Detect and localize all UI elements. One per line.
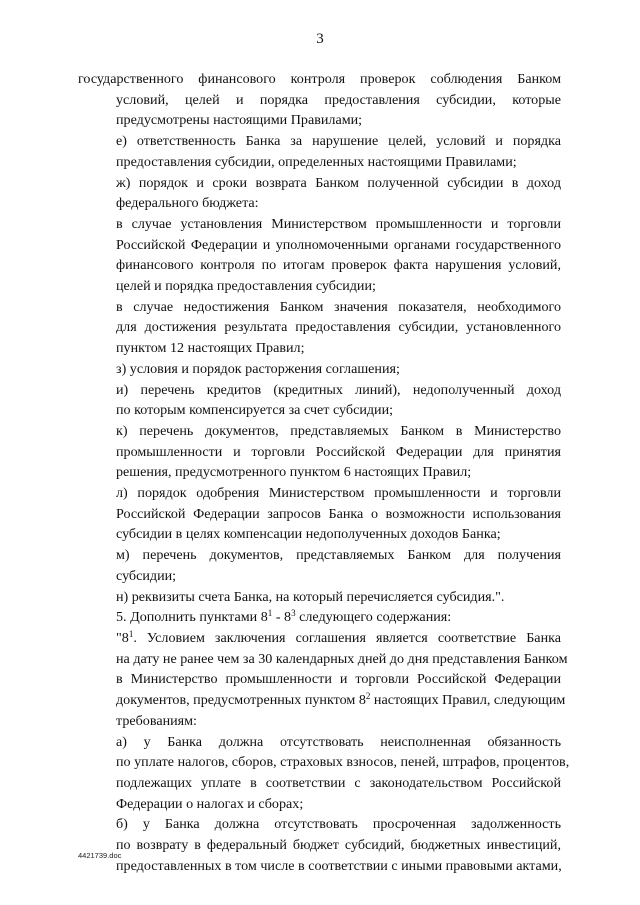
- paragraph: [78, 297, 561, 359]
- paragraph-item-8: [78, 628, 568, 732]
- text-line: з) условия и порядок расторжения соглашения;: [116, 360, 400, 377]
- text-line: предоставления субсидии, определенных настоящими Правилами;: [116, 153, 517, 170]
- paragraph: [78, 131, 561, 172]
- paragraph: [78, 545, 561, 586]
- text-fragment: документов, предусмотренных пунктом 8: [116, 692, 366, 709]
- text-line: б) у Банка должна отсутствовать просроченная задолженность: [116, 816, 561, 833]
- text-line: решения, предусмотренного пунктом 6 настоящих Правил;: [116, 464, 472, 481]
- superscript: 2: [365, 691, 371, 702]
- superscript: 1: [128, 628, 134, 639]
- superscript: 1: [267, 608, 273, 619]
- text-line: и) перечень кредитов (кредитных линий), недополученный доход: [116, 381, 561, 398]
- text-line: по которым компенсируется за счет субсидии;: [116, 402, 394, 419]
- page-number: 3: [316, 31, 324, 47]
- paragraph: [78, 483, 561, 545]
- text-line: Федерации о налогах и сборах;: [116, 795, 304, 812]
- text-fragment: "8: [116, 629, 129, 646]
- text-fragment: - 8: [272, 609, 292, 626]
- text-line: условий, целей и порядка предоставления субсидии, которые: [116, 91, 561, 108]
- paragraph: [78, 587, 561, 608]
- text-fragment: . Условием заключения соглашения является соответствие Банка: [133, 629, 561, 646]
- document-body: [78, 69, 570, 876]
- text-line: требованиям:: [116, 712, 197, 729]
- text-line: в случае недостижения Банком значения показателя, необходимого: [116, 298, 561, 315]
- paragraph: [78, 421, 561, 483]
- text-line: государственного финансового контроля проверок соблюдения Банком: [78, 71, 561, 87]
- text-line: [78, 690, 566, 711]
- text-line: по возврату в федеральный бюджет субсидий, бюджетных инвестиций,: [116, 837, 561, 854]
- footer-filename: 4421739.doc: [78, 851, 122, 860]
- text-line: Российской Федерации запросов Банка о возможности использования: [116, 505, 561, 522]
- text-line: пунктом 12 настоящих Правил;: [116, 340, 305, 357]
- text-line: финансового контроля по итогам проверок факта нарушения условий,: [116, 257, 561, 274]
- text-line: субсидии в целях компенсации недополученных доходов Банка;: [116, 526, 501, 543]
- paragraph-item-5: [78, 607, 561, 628]
- text-line: к) перечень документов, представляемых Банком в Министерство: [116, 422, 561, 439]
- text-line: [78, 607, 561, 628]
- paragraph: [78, 732, 570, 815]
- paragraph: [78, 814, 561, 876]
- superscript: 3: [291, 608, 296, 619]
- text-line: федерального бюджета:: [116, 195, 259, 212]
- text-line: [78, 628, 561, 649]
- text-line: Российской Федерации и уполномоченными органами государственного: [116, 236, 561, 253]
- text-fragment: следующего содержания:: [295, 609, 452, 626]
- text-line: м) перечень документов, представляемых Банком для получения: [116, 547, 561, 564]
- text-line: н) реквизиты счета Банка, на который перечисляется субсидия.".: [116, 588, 505, 605]
- text-line: промышленности и торговли Российской Федерации для принятия: [116, 443, 561, 460]
- text-line: е) ответственность Банка за нарушение целей, условий и порядка: [116, 133, 561, 150]
- text-fragment: настоящих Правил, следующим: [370, 692, 566, 709]
- text-line: а) у Банка должна отсутствовать неисполненная обязанность: [116, 733, 561, 750]
- text-line: целей и порядка предоставления субсидии;: [116, 278, 376, 295]
- text-line: предусмотрены настоящими Правилами;: [116, 112, 363, 129]
- paragraph: [78, 214, 561, 297]
- text-line: для достижения результата предоставления субсидии, установленного: [116, 319, 561, 336]
- paragraph: [78, 69, 561, 131]
- text-line: по уплате налогов, сборов, страховых взносов, пеней, штрафов, процентов,: [116, 754, 570, 771]
- text-line: в случае установления Министерством промышленности и торговли: [116, 215, 561, 232]
- text-line: предоставленных в том числе в соответствии с иными правовыми актами,: [116, 857, 562, 874]
- text-line: на дату не ранее чем за 30 календарных дней до дня представления Банком: [116, 650, 568, 667]
- text-line: субсидии;: [116, 567, 177, 584]
- paragraph: [78, 380, 561, 421]
- text-line: подлежащих уплате в соответствии с законодательством Российской: [116, 774, 561, 791]
- text-line: л) порядок одобрения Министерством промышленности и торговли: [116, 485, 561, 502]
- text-fragment: 5. Дополнить пунктами 8: [116, 609, 268, 626]
- text-line: ж) порядок и сроки возврата Банком полученной субсидии в доход: [116, 174, 561, 191]
- paragraph: [78, 359, 561, 380]
- text-line: в Министерство промышленности и торговли Российской Федерации: [116, 671, 561, 688]
- paragraph: [78, 173, 561, 214]
